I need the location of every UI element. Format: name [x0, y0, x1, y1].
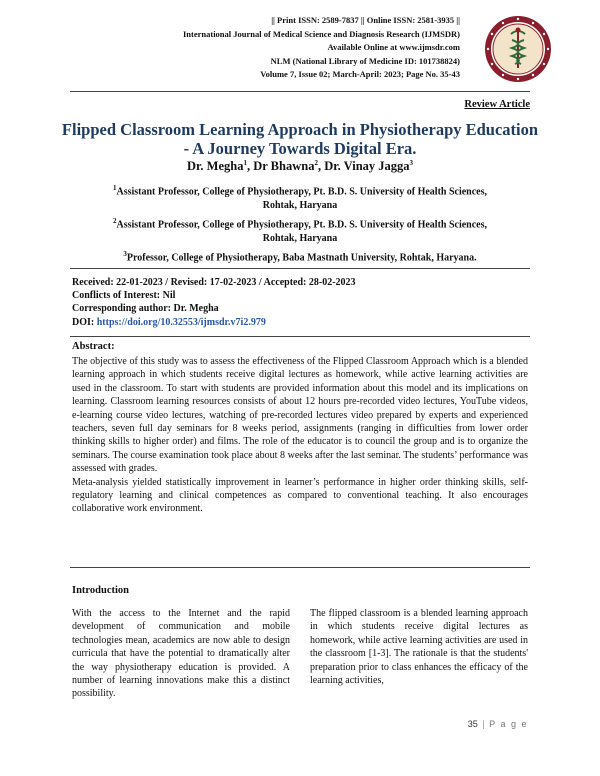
issn-line: || Print ISSN: 2589-7837 || Online ISSN: 2581-3935 ||	[271, 15, 460, 25]
affiliation-sup: 1	[112, 184, 117, 192]
introduction-right-column	[310, 607, 528, 687]
article-meta	[72, 276, 356, 329]
author-sup: 2	[314, 159, 318, 167]
title-line-1: Flipped Classroom Learning Approach in Physiotherapy Education	[61, 120, 539, 139]
page-word: P a g e	[489, 719, 528, 729]
abstract-divider-bottom	[70, 567, 530, 568]
introduction-heading: Introduction	[72, 585, 129, 596]
affiliation-line: Rohtak, Haryana	[262, 233, 338, 245]
abstract-heading: Abstract:	[72, 341, 115, 352]
introduction-left-text: With the access to the Internet and the rapid development of communication and mobile technologies mean, academics are now able to design curricula that have the potential to dramatically alter the way physiotherapy education is provided. A number of learning innovations make this a distinct possibility.	[72, 608, 290, 700]
affiliation-line: Professor, College of Physiotherapy, Baba Mastnath University, Rohtak, Haryana.	[126, 252, 477, 264]
affiliation-sup: 3	[123, 250, 127, 258]
abstract-body	[72, 355, 528, 516]
author-name: Dr. Megha	[186, 159, 244, 174]
affiliation-line: Rohtak, Haryana	[262, 200, 338, 212]
footer-separator: |	[482, 719, 485, 729]
journal-name-line: International Journal of Medical Science and Diagnosis Research (IJMSDR)	[182, 28, 460, 39]
abstract-divider-top	[70, 336, 530, 337]
journal-header	[183, 14, 460, 82]
affiliation-1	[70, 181, 530, 213]
meta-divider-top	[70, 268, 530, 269]
introduction-left-column	[72, 607, 290, 701]
article-type: Review Article	[464, 99, 530, 110]
volume-line: Volume 7, Issue 02; March-April: 2023; Page No. 35-43	[260, 69, 460, 79]
author-sup: 1	[243, 159, 247, 167]
conflicts-of-interest: Conflicts of Interest: Nil	[72, 290, 176, 302]
affiliation-line: Assistant Professor, College of Physiotherapy, Pt. B.D. S. University of Health Sciences,	[116, 186, 488, 198]
nlm-line: NLM (National Library of Medicine ID: 101738824)	[270, 55, 460, 66]
doi-link[interactable]: https://doi.org/10.32553/ijmsdr.v7i2.979	[96, 316, 266, 328]
article-dates: Received: 22-01-2023 / Revised: 17-02-2023 / Accepted: 28-02-2023	[72, 277, 356, 288]
introduction-right-text: The flipped classroom is a blended learning approach in which students receive digital lectures as homework, while active learning activities are used in the classroom [1-3]. The rationale is that the students' preparation prior to class enhances the efficacy of the learning activities,	[310, 608, 528, 687]
header-divider	[70, 91, 530, 92]
corresponding-author: Corresponding author: Dr. Megha	[72, 303, 219, 315]
online-line: Available Online at www.ijmsdr.com	[327, 42, 460, 52]
page-number: 35	[467, 719, 478, 729]
title-line-2: - A Journey Towards Digital Era.	[183, 139, 417, 158]
author-sup: 3	[409, 159, 414, 167]
doi-label: DOI:	[72, 316, 95, 328]
page-footer	[468, 719, 528, 729]
affiliation-line: Assistant Professor, College of Physiotherapy, Pt. B.D. S. University of Health Sciences,	[116, 219, 488, 231]
abstract-paragraph-1: The objective of this study was to assess the effectiveness of the Flipped Classroom Approach which is a blended learning approach in which students receive digital lectures as homework, while active learning activities are used in the classroom. To start with students are provided information about this model and its implications on learning. Classroom learning resources consists of about 12 hours pre-recorded video lectures, YouTube videos, e-learning course video lectures, watching of pre-recorded lectures video prepared by experts and experienced teachers, seven full day seminars for 8 weeks period, assignments (ranging in difficulties from lower order thinking skills to higher order) and films. The role of the educator is to council the group and is to organize the seminars. The course examination took place about 8 weeks after the last seminar. The students’ performance was assessed with grades.	[72, 356, 528, 475]
affiliation-2	[70, 214, 530, 246]
author-name: Dr Bhawna	[253, 159, 315, 174]
article-title	[60, 120, 540, 158]
doi-row	[72, 316, 356, 329]
affiliation-3	[70, 247, 530, 265]
affiliation-sup: 2	[112, 217, 117, 225]
journal-seal-logo	[483, 14, 553, 84]
abstract-paragraph-2: Meta-analysis yielded statistically improvement in learner’s performance in higher order thinking skills, self-regulatory learning and clinical competences as compared to conventional teaching. It also encourages collaborative work environment.	[72, 476, 528, 515]
author-list: Dr. Megha$^1$, Dr Bhawna$^2$, Dr. Vinay Jagga$^3$	[186, 159, 414, 174]
author-name: Dr. Vinay Jagga	[324, 159, 410, 174]
